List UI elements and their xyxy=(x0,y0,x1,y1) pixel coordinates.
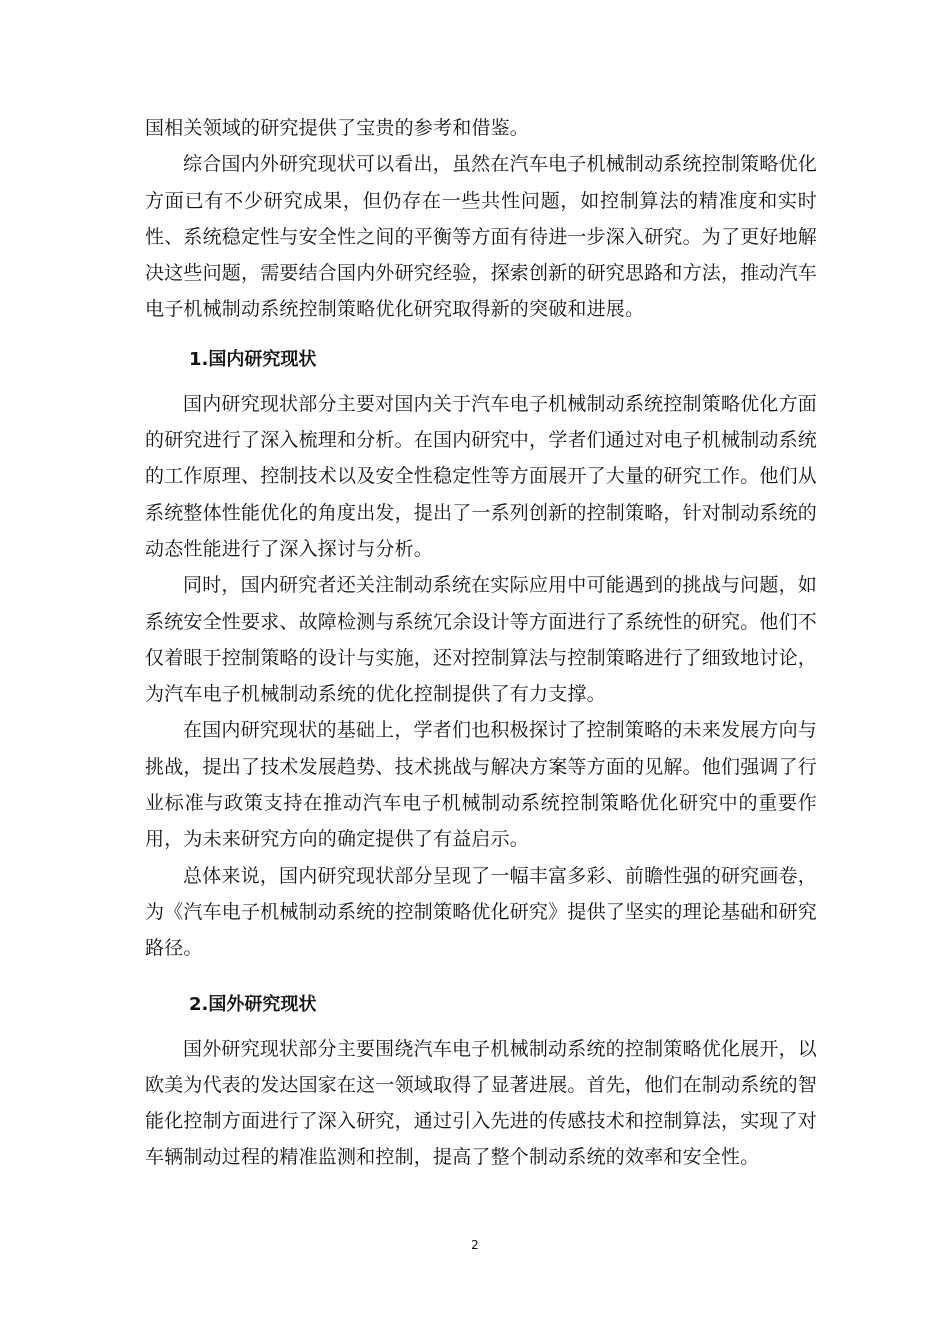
paragraph-domestic-1: 国内研究现状部分主要对国内关于汽车电子机械制动系统控制策略优化方面的研究进行了深入梳理和分析。在国内研究中，学者们通过对电子机械制动系统的工作原理、控制技术以及安全性稳定性等方面展开了大量的研究工作。他们从系统整体性能优化的角度出发，提出了一系列创新的控制策略，针对制动系统的动态性能进行了深入探讨与分析。 xyxy=(145,392,818,560)
paragraph-domestic-2: 同时，国内研究者还关注制动系统在实际应用中可能遇到的挑战与问题，如系统安全性要求、故障检测与系统冗余设计等方面进行了系统性的研究。他们不仅着眼于控制策略的设计与实施，还对控制算法与控制策略进行了细致地讨论，为汽车电子机械制动系统的优化控制提供了有力支撑。 xyxy=(145,574,818,706)
paragraph-domestic-4: 总体来说，国内研究现状部分呈现了一幅丰富多彩、前瞻性强的研究画卷，为《汽车电子机械制动系统的控制策略优化研究》提供了坚实的理论基础和研究路径。 xyxy=(145,864,818,960)
section-heading-domestic: 1.国内研究现状 xyxy=(189,348,317,370)
paragraph-continuation: 国相关领域的研究提供了宝贵的参考和借鉴。 xyxy=(145,117,530,139)
paragraph-summary: 综合国内外研究现状可以看出，虽然在汽车电子机械制动系统控制策略优化方面已有不少研究成果，但仍存在一些共性问题，如控制算法的精准度和实时性、系统稳定性与安全性之间的平衡等方面有待进一步深入研究。为了更好地解决这些问题，需要结合国内外研究经验，探索创新的研究思路和方法，推动汽车电子机械制动系统控制策略优化研究取得新的突破和进展。 xyxy=(145,153,818,321)
section-heading-foreign: 2.国外研究现状 xyxy=(189,993,317,1015)
document-body xyxy=(145,110,817,1176)
paragraph-foreign-1: 国外研究现状部分主要围绕汽车电子机械制动系统的控制策略优化展开，以欧美为代表的发达国家在这一领域取得了显著进展。首先，他们在制动系统的智能化控制方面进行了深入研究，通过引入先进的传感技术和控制算法，实现了对车辆制动过程的精准监测和控制，提高了整个制动系统的效率和安全性。 xyxy=(145,1037,818,1169)
page-number: 2 xyxy=(471,1238,479,1252)
paragraph-domestic-3: 在国内研究现状的基础上，学者们也积极探讨了控制策略的未来发展方向与挑战，提出了技术发展趋势、技术挑战与解决方案等方面的见解。他们强调了行业标准与政策支持在推动汽车电子机械制动系统控制策略优化研究中的重要作用，为未来研究方向的确定提供了有益启示。 xyxy=(145,719,818,851)
